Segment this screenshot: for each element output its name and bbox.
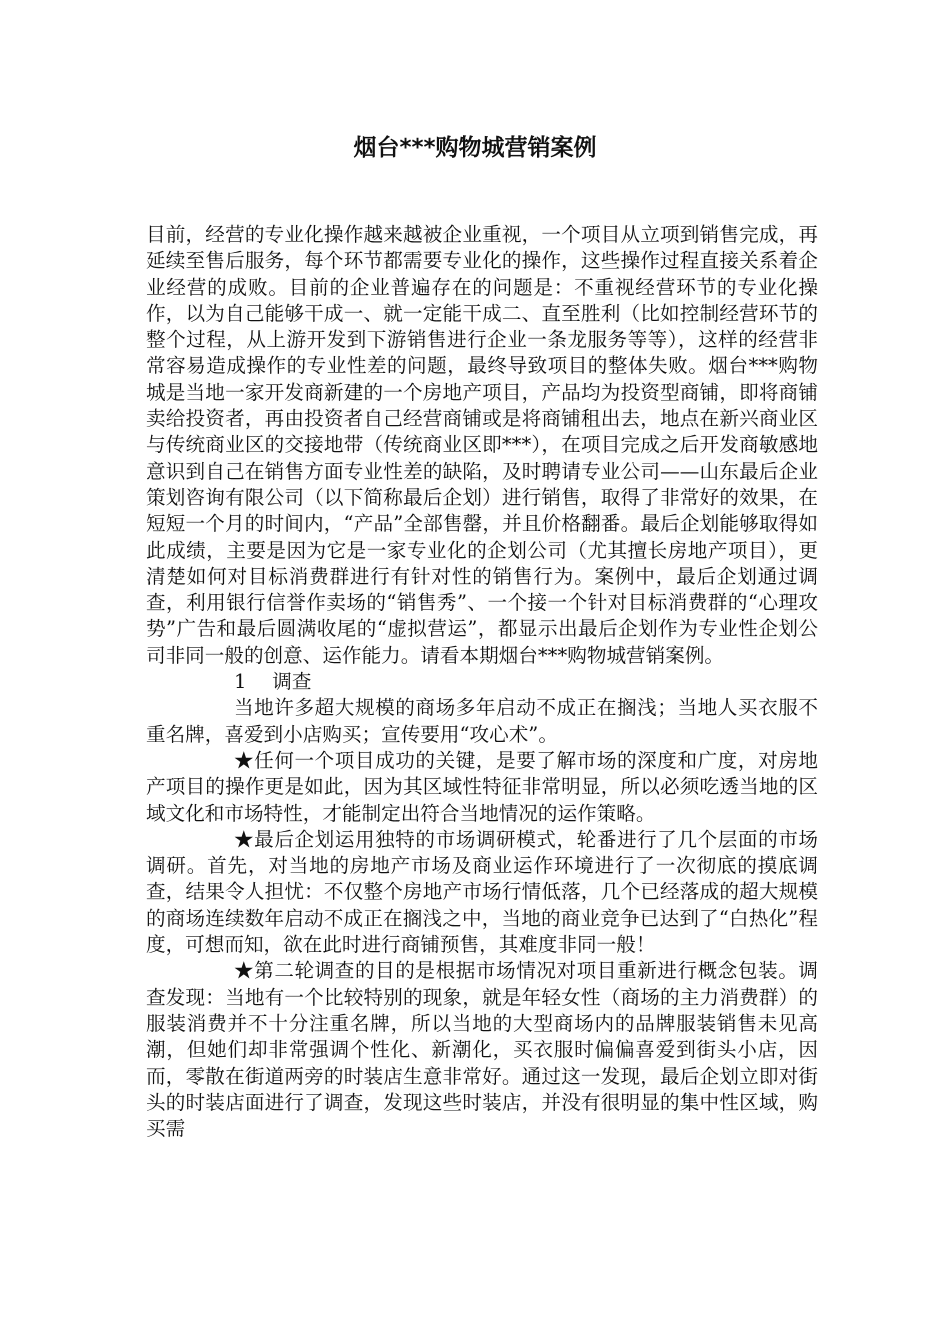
document-body [146,222,818,1142]
body-paragraph: ★任何一个项目成功的关键，是要了解市场的深度和广度，对房地产项目的操作更是如此，因为其区域性特征非常明显，所以必须吃透当地的区域文化和市场特性，才能制定出符合当地情况的运作策略。 [146,748,818,825]
body-paragraph: ★第二轮调查的目的是根据市场情况对项目重新进行概念包装。调查发现：当地有一个比较特别的现象，就是年轻女性（商场的主力消费群）的服装消费并不十分注重名牌，所以当地的大型商场内的品牌服装销售未见高潮，但她们却非常强调个性化、新潮化，买衣服时偏偏喜爱到街头小店，因而，零散在街道两旁的时装店生意非常好。通过这一发现，最后企划立即对街头的时装店面进行了调查，发现这些时装店，并没有很明显的集中性区域，购买需 [146,959,818,1141]
intro-paragraph: 目前，经营的专业化操作越来越被企业重视，一个项目从立项到销售完成，再延续至售后服务，每个环节都需要专业化的操作，这些操作过程直接关系着企业经营的成败。目前的企业普遍存在的问题是：不重视经营环节的专业化操作，以为自己能够干成一、就一定能干成二、直至胜利（比如控制经营环节的整个过程，从上游开发到下游销售进行企业一条龙服务等等），这样的经营非常容易造成操作的专业性差的问题，最终导致项目的整体失败。烟台***购物城是当地一家开发商新建的一个房地产项目，产品均为投资型商铺，即将商铺卖给投资者，再由投资者自己经营商铺或是将商铺租出去，地点在新兴商业区与传统商业区的交接地带（传统商业区即***），在项目完成之后开发商敏感地意识到自己在销售方面专业性差的缺陷，及时聘请专业公司——山东最后企业策划咨询有限公司（以下简称最后企划）进行销售，取得了非常好的效果，在短短一个月的时间内，“产品”全部售罄，并且价格翻番。最后企划能够取得如此成绩，主要是因为它是一家专业化的企划公司（尤其擅长房地产项目），更清楚如何对目标消费群进行有针对性的销售行为。案例中，最后企划通过调查，利用银行信誉作卖场的“销售秀”、一个接一个针对目标消费群的“心理攻势”广告和最后圆满收尾的“虚拟营运”，都显示出最后企划作为专业性企划公司非同一般的创意、运作能力。请看本期烟台***购物城营销案例。 [146,223,818,667]
document-title: 烟台***购物城营销案例 [353,135,597,161]
body-paragraph: ★最后企划运用独特的市场调研模式，轮番进行了几个层面的市场调研。首先，对当地的房地产市场及商业运作环境进行了一次彻底的摸底调查，结果令人担忧：不仅整个房地产市场行情低落，几个已经落成的超大规模的商场连续数年启动不成正在搁浅之中，当地的商业竞争已达到了“白热化”程度，可想而知，欲在此时进行商铺预售，其难度非同一般！ [146,827,818,957]
section-heading: 1 调查 [234,670,312,694]
section-summary-paragraph: 当地许多超大规模的商场多年启动不成正在搁浅；当地人买衣服不重名牌，喜爱到小店购买；宣传要用“攻心术”。 [146,696,818,746]
